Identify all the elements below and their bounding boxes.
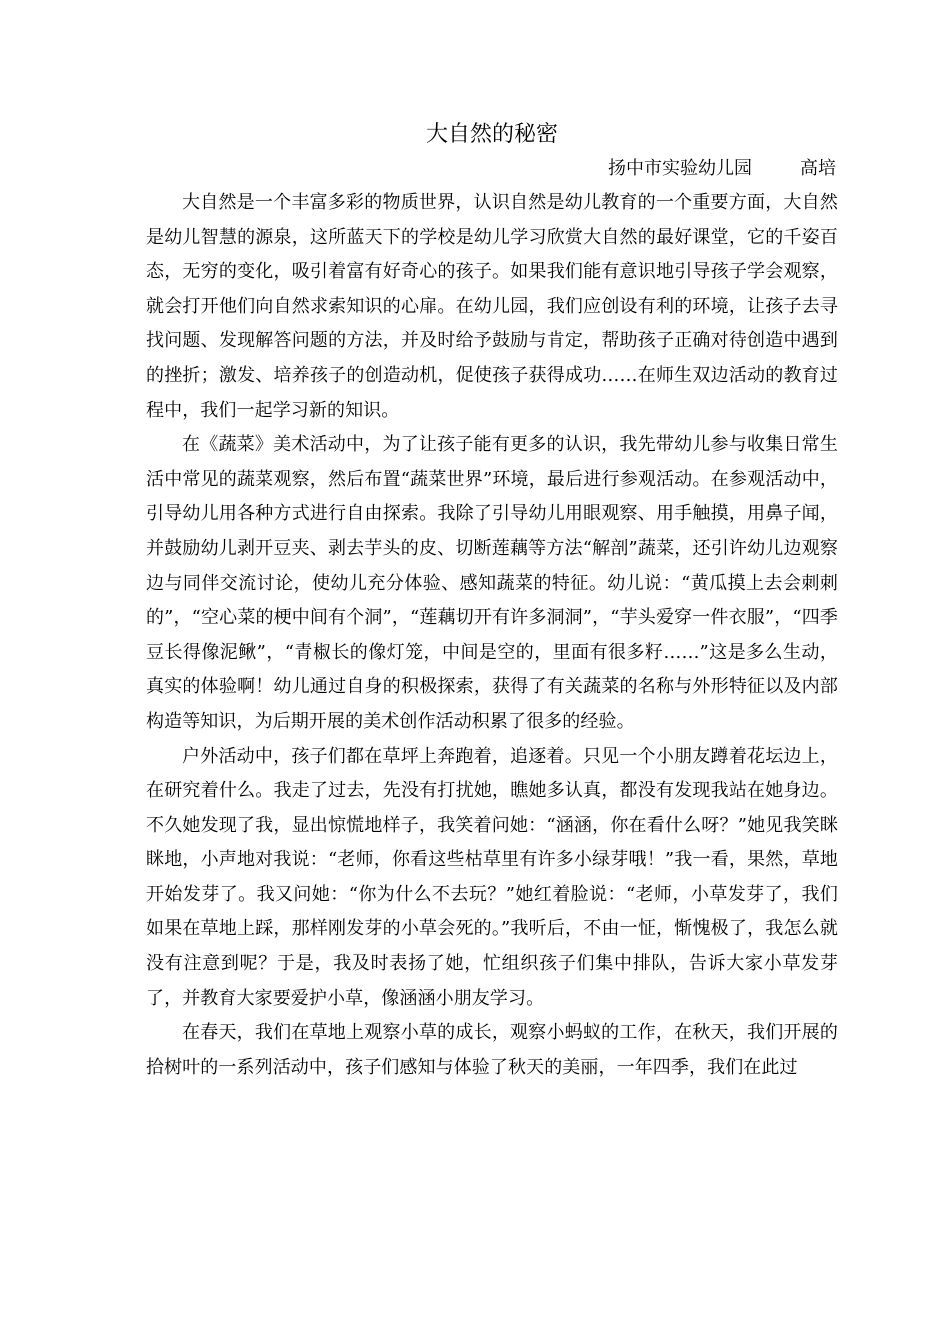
paragraph-4: 在春天，我们在草地上观察小草的成长，观察小蚂蚁的工作，在秋天，我们开展的拾树叶的一系列活动中，孩子们感知与体验了秋天的美丽，一年四季，我们在此过 bbox=[146, 1022, 838, 1078]
document-page bbox=[146, 118, 838, 1085]
paragraph-3: 户外活动中，孩子们都在草坪上奔跑着，追逐着。只见一个小朋友蹲着花坛边上，在研究着什么。我走了过去，先没有打扰她，瞧她多认真，都没有发现我站在她身边。不久她发现了我，显出惊慌地样子，我笑着问她：“涵涵，你在看什么呀？”她见我笑眯眯地，小声地对我说：“老师，你看这些枯草里有许多小绿芽哦！”我一看，果然，草地开始发芽了。我又问她：“你为什么不去玩？”她红着脸说：“老师，小草发芽了，我们如果在草地上踩，那样刚发芽的小草会死的。”我听后，不由一怔，惭愧极了，我怎么就没有注意到呢？于是，我及时表扬了她，忙组织孩子们集中排队，告诉大家小草发芽了，并教育大家要爱护小草，像涵涵小朋友学习。 bbox=[146, 745, 838, 1009]
paragraph-1: 大自然是一个丰富多彩的物质世界，认识自然是幼儿教育的一个重要方面，大自然是幼儿智慧的源泉，这所蓝天下的学校是幼儿学习欣赏大自然的最好课堂，它的千姿百态，无穷的变化，吸引着富有好奇心的孩子。如果我们能有意识地引导孩子学会观察，就会打开他们向自然求索知识的心扉。在幼儿园，我们应创设有利的环境，让孩子去寻找问题、发现解答问题的方法，并及时给予鼓励与肯定，帮助孩子正确对待创造中遇到的挫折；激发、培养孩子的创造动机，促使孩子获得成功……在师生双边活动的教育过程中，我们一起学习新的知识。 bbox=[146, 192, 838, 421]
byline bbox=[146, 152, 838, 186]
paragraph-2: 在《蔬菜》美术活动中，为了让孩子能有更多的认识，我先带幼儿参与收集日常生活中常见的蔬菜观察，然后布置“蔬菜世界”环境，最后进行参观活动。在参观活动中，引导幼儿用各种方式进行自由探索。我除了引导幼儿用眼观察、用手触摸，用鼻子闻，并鼓励幼儿剥开豆夹、剥去芋头的皮、切断莲藕等方法“解剖”蔬菜，还引许幼儿边观察边与同伴交流讨论，使幼儿充分体验、感知蔬菜的特征。幼儿说：“黄瓜摸上去会刺刺的”，“空心菜的梗中间有个洞”，“莲藕切开有许多洞洞”，“芋头爱穿一件衣服”，“四季豆长得像泥鳅”，“青椒长的像灯笼，中间是空的，里面有很多籽……”这是多么生动，真实的体验啊！幼儿通过自身的积极探索，获得了有关蔬菜的名称与外形特征以及内部构造等知识，为后期开展的美术创作活动积累了很多的经验。 bbox=[146, 434, 838, 732]
author-name: 高培 bbox=[800, 158, 836, 179]
affiliation: 扬中市实验幼儿园 bbox=[608, 158, 752, 179]
document-title: 大自然的秘密 bbox=[425, 122, 558, 147]
